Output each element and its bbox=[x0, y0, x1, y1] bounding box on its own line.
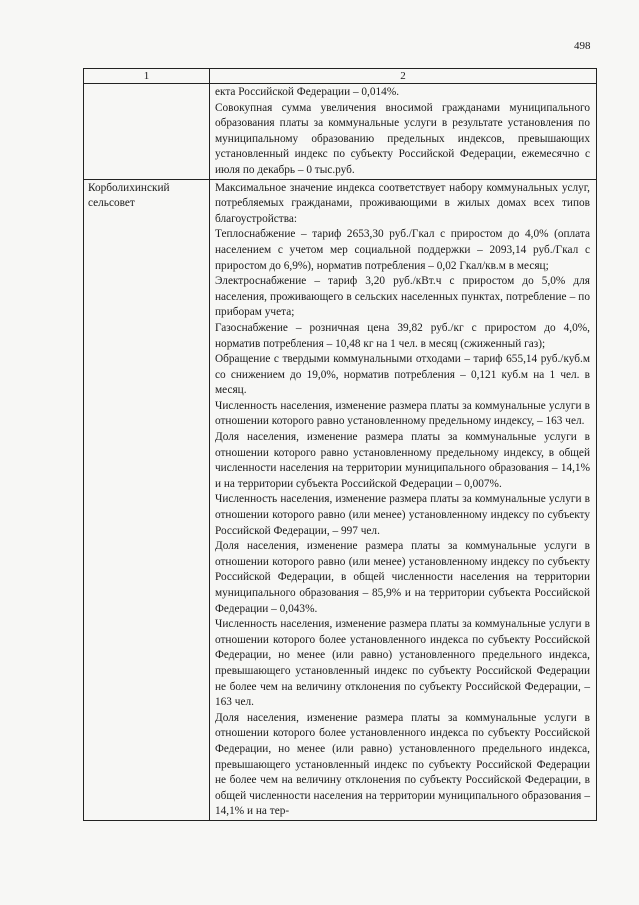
column-header-1: 1 bbox=[84, 69, 210, 84]
table-row bbox=[84, 84, 597, 180]
paragraph: Совокупная сумма увеличения вносимой гражданами муниципального образования платы за коммунальные услуги в результате установления по муниципальному образованию предельных индексов, превышающих установленный индекс по субъекту Российской Федерации, ежемесячно с июля по декабрь – 0 тыс.руб. bbox=[215, 101, 590, 176]
paragraph: Доля населения, изменение размера платы за коммунальные услуги в отношении которого равно (или менее) установленному индексу по субъекту Российской Федерации, в общей численности населения на территории муниципального образования – 85,9% и на территории субъекта Российской Федерации – 0,043%. bbox=[215, 540, 590, 615]
page-number: 498 bbox=[574, 40, 591, 52]
content-cell bbox=[210, 84, 597, 180]
paragraph: екта Российской Федерации – 0,014%. bbox=[215, 86, 400, 98]
paragraph: Численность населения, изменение размера платы за коммунальные услуги в отношении которого равно (или менее) установленному индексу по субъекту Российской Федерации, – 997 чел. bbox=[215, 493, 590, 537]
content-cell bbox=[210, 179, 597, 820]
column-header-2: 2 bbox=[210, 69, 597, 84]
region-cell-empty bbox=[84, 84, 210, 180]
paragraph: Доля населения, изменение размера платы за коммунальные услуги в отношении которого более установленного индекса по субъекту Российской Федерации, но менее (или равно) установленного предельного индекса, превышающего установленный индекс по субъекту Российской Федерации не более чем на величину отклонения по субъекту Российской Федерации, в общей численности населения на территории муниципального образования – 14,1% и на тер- bbox=[215, 711, 590, 818]
paragraph: Численность населения, изменение размера платы за коммунальные услуги в отношении которого более установленного индекса по субъекту Российской Федерации, но менее (или равно) установленного предельного индекса, превышающего установленный индекс по субъекту Российской Федерации не более чем на величину отклонения по субъекту Российской Федерации, – 163 чел. bbox=[215, 618, 590, 709]
document-table bbox=[83, 68, 597, 821]
paragraph: Газоснабжение – розничная цена 39,82 руб./кг с приростом до 4,0%, норматив потребления – 10,48 кг на 1 чел. в месяц (сжиженный газ); bbox=[215, 321, 590, 350]
paragraph: Электроснабжение – тариф 3,20 руб./кВт.ч с приростом до 5,0% для населения, проживающего в сельских населенных пунктах, потребление – по приборам учета; bbox=[215, 275, 590, 319]
paragraph: Максимальное значение индекса соответствует набору коммунальных услуг, потребляемых гражданами, проживающими в жилых домах всех типов благоустройства: bbox=[215, 181, 590, 225]
paragraph: Теплоснабжение – тариф 2653,30 руб./Гкал с приростом до 4,0% (оплата населением с учетом мер социальной поддержки – 2093,14 руб./Гкал с приростом до 6,9%), норматив потребления – 0,02 Гкал/кв.м в месяц; bbox=[215, 228, 590, 272]
table-header-row bbox=[84, 69, 597, 84]
paragraph: Доля населения, изменение размера платы за коммунальные услуги в отношении которого равно установленному предельному индексу, в общей численности населения на территории муниципального образования – 14,1% и на территории субъекта Российской Федерации – 0,007%. bbox=[215, 431, 590, 490]
region-name: Корболихинский сельсовет bbox=[88, 181, 170, 210]
region-cell bbox=[84, 179, 210, 820]
paragraph: Численность населения, изменение размера платы за коммунальные услуги в отношении которого равно установленному предельному индексу, – 163 чел. bbox=[215, 399, 590, 428]
paragraph: Обращение с твердыми коммунальными отходами – тариф 655,14 руб./куб.м со снижением до 19,0%, норматив потребления – 0,121 куб.м на 1 чел. в месяц. bbox=[215, 353, 590, 397]
table-row bbox=[84, 179, 597, 820]
